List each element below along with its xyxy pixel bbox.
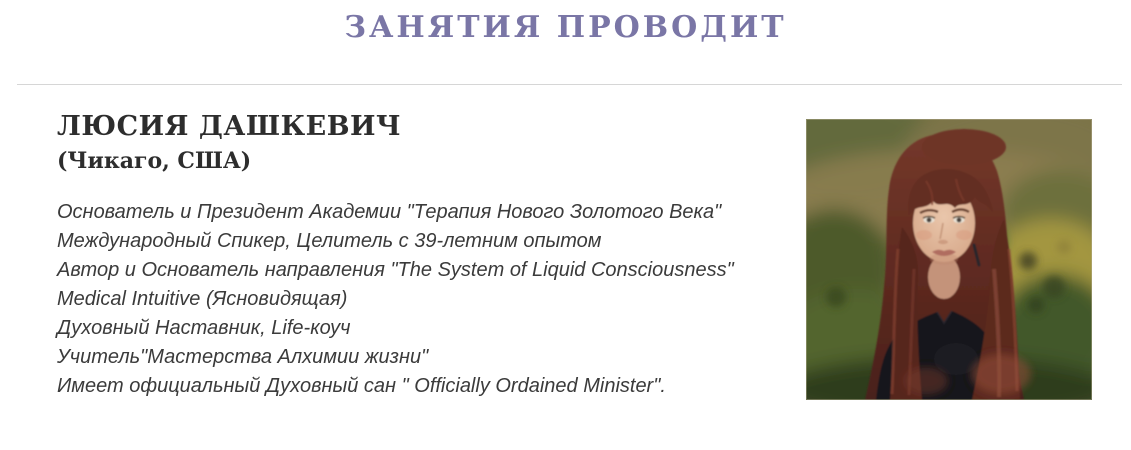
bio-line: Учитель"Мастерства Алхимии жизни"	[57, 346, 429, 369]
bio-line: Духовный Наставник, Life-коуч	[57, 317, 351, 340]
section-title: ЗАНЯТИЯ ПРОВОДИТ	[344, 10, 787, 45]
profile-name: ЛЮСИЯ ДАШКЕВИЧ	[57, 111, 402, 142]
profile-location: (Чикаго, США)	[57, 147, 252, 174]
bio-line: Имеет официальный Духовный сан " Officially Ordained Minister".	[57, 375, 666, 398]
portrait-illustration	[806, 119, 1092, 400]
bio-line: Международный Спикер, Целитель с 39-летним опытом	[57, 230, 602, 253]
bio-line: Medical Intuitive (Ясновидящая)	[57, 288, 348, 311]
profile-photo	[806, 119, 1092, 400]
bio-line: Основатель и Президент Академии "Терапия Нового Золотого Века"	[57, 201, 722, 224]
profile-bio-list	[57, 198, 787, 401]
profile-text-column	[57, 110, 787, 401]
section-divider	[17, 84, 1122, 85]
bio-line: Автор и Основатель направления "The System of Liquid Consciousness"	[57, 259, 734, 282]
